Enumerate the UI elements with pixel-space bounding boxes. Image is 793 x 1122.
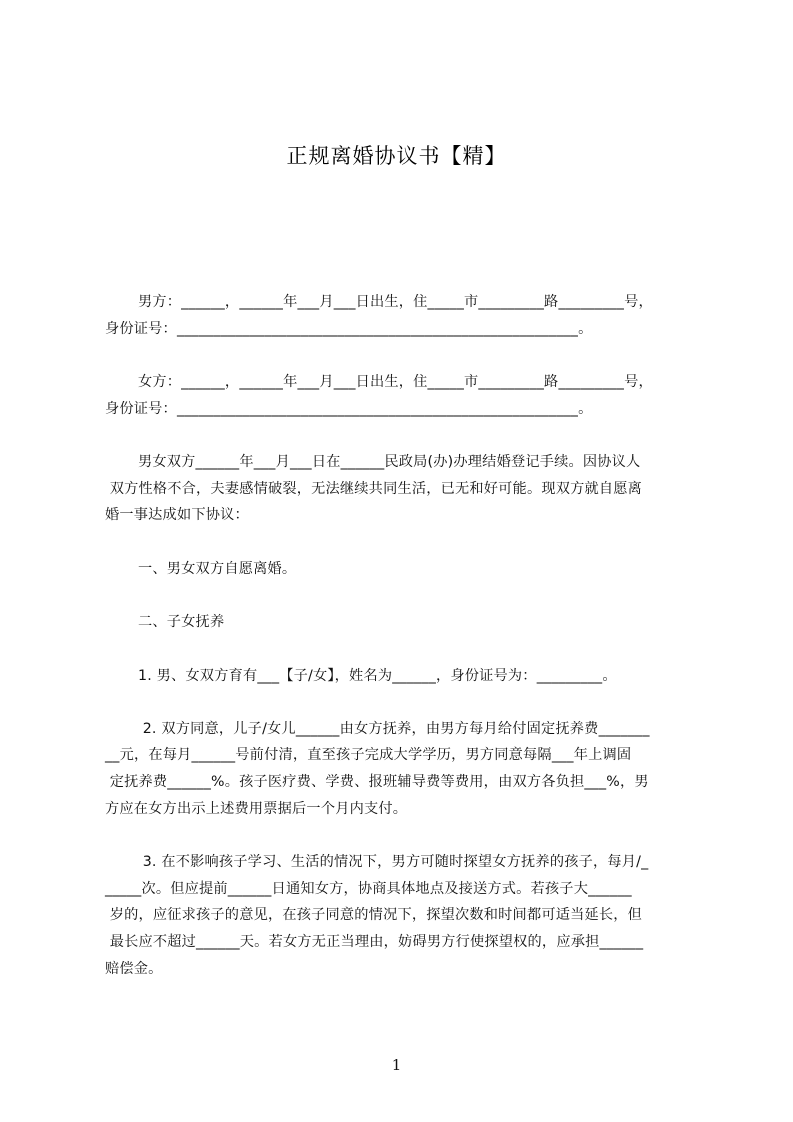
clause-2-line: 2. 双方同意，儿子/女儿______由女方抚养，由男方每月给付固定抚养费_______ — [138, 721, 650, 737]
preamble-line: 婚一事达成如下协议： — [105, 507, 249, 523]
clause-3-line: 赔偿金。 — [105, 961, 163, 977]
section-heading-1: 一、男女双方自愿离婚。 — [138, 561, 297, 577]
male-party-line: 男方：______，______年___月___日出生，住_____市_________路_________号， — [138, 294, 653, 310]
clause-3-line: 最长应不超过______天。若女方无正当理由，妨碍男方行使探望权的，应承担______ — [105, 934, 644, 950]
clause-2-line: 方应在女方出示上述费用票据后一个月内支付。 — [105, 801, 408, 817]
preamble-line: 双方性格不合，夫妻感情破裂，无法继续共同生活，已无和好可能。现双方就自愿离 — [105, 481, 643, 497]
clause-3-line: _____次。但应提前______日通知女方，协商具体地点及接送方式。若孩子大______ — [105, 881, 632, 897]
document-title: 正规离婚协议书【精】 — [286, 144, 507, 168]
clause-3-line: 3. 在不影响孩子学习、生活的情况下，男方可随时探望女方抚养的孩子，每月/_ — [138, 854, 649, 870]
female-party-line: 女方：______，______年___月___日出生，住_____市_________路_________号， — [138, 374, 653, 390]
clause-2-line: __元，在每月______号前付清，直至孩子完成大学学历，男方同意每隔___年上调固 — [105, 747, 632, 763]
section-heading-2: 二、子女抚养 — [138, 614, 225, 630]
clause-1: 1. 男、女双方育有___【子/女】，姓名为______，身份证号为：_________。 — [138, 668, 617, 684]
clause-2-line: 定抚养费______%。孩子医疗费、学费、报班辅导费等费用，由双方各负担___%，男 — [105, 774, 649, 790]
male-id-line: 身份证号：_______________________________________________________。 — [105, 321, 593, 337]
clause-3-line: 岁的，应征求孩子的意见，在孩子同意的情况下，探望次数和时间都可适当延长，但 — [105, 907, 643, 923]
preamble-line: 男女双方______年___月___日在______民政局(办)办理结婚登记手续。因协议人 — [138, 454, 641, 470]
female-id-line: 身份证号：_______________________________________________________。 — [105, 401, 593, 417]
page-number: 1 — [391, 1056, 402, 1074]
